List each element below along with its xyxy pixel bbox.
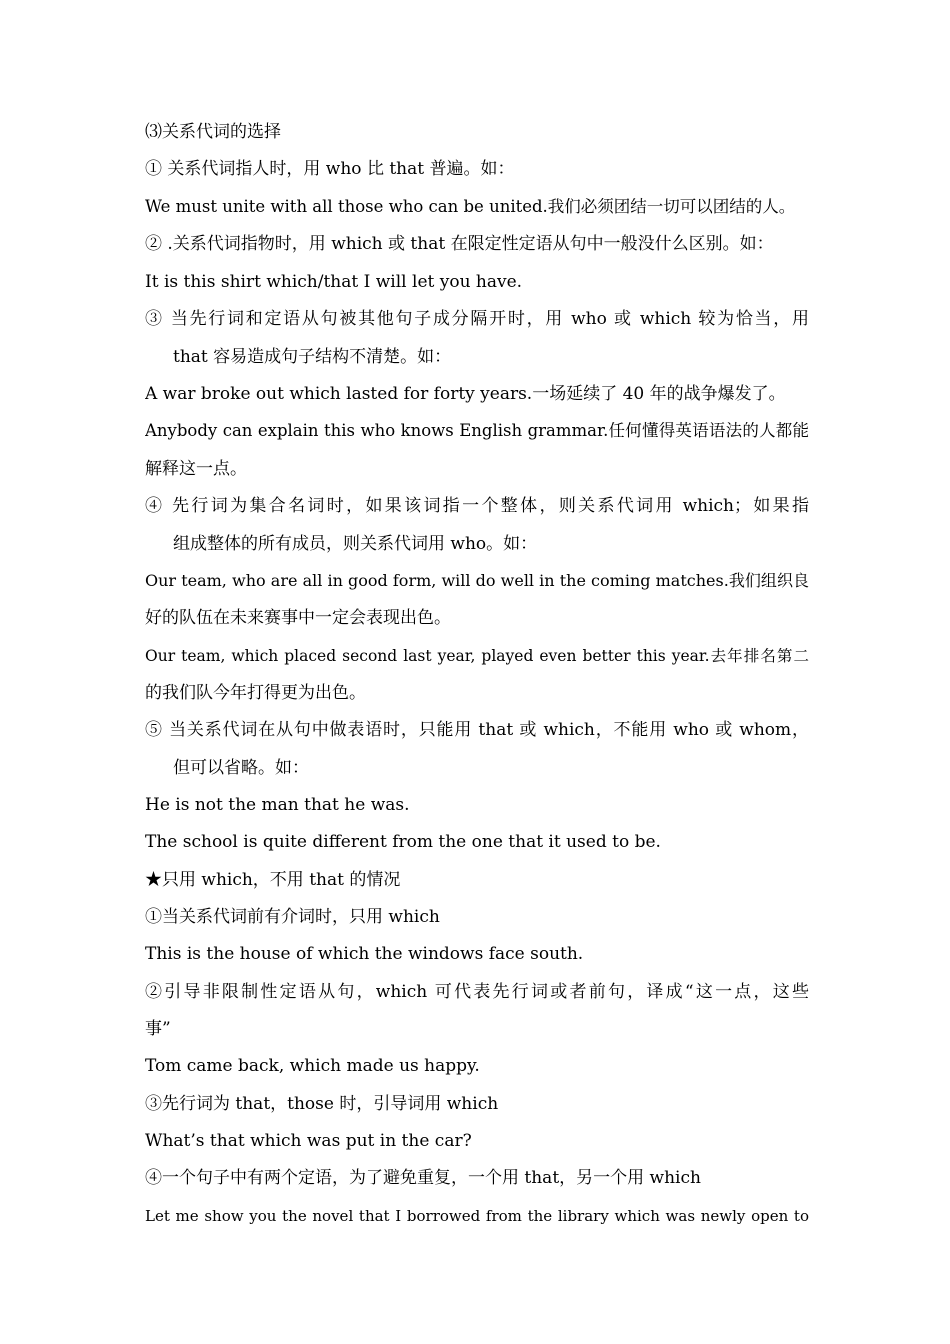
example-sentence: Tom came back, which made us happy. (145, 1056, 480, 1076)
example-sentence: What’s that which was put in the car? (145, 1131, 472, 1151)
rule-4: ④ 先行词为集合名词时，如果该词指一个整体，则关系代词用 which；如果指 (145, 496, 809, 516)
which-rule-2: ②引导非限制性定语从句，which 可代表先行词或者前句，译成“这一点，这些 (145, 982, 809, 1002)
rule-1: ① 关系代词指人时，用 who 比 that 普遍。如： (145, 159, 515, 179)
example-sentence: We must unite with all those who can be united.我们必须团结一切可以团结的人。 (145, 197, 796, 216)
example-sentence: Anybody can explain this who knows English grammar.任何懂得英语语法的人都能 (145, 421, 809, 440)
example-sentence-continued: 好的队伍在未来赛事中一定会表现出色。 (145, 608, 451, 628)
which-rule-1: ①当关系代词前有介词时，只用 which (145, 907, 440, 927)
which-rule-3: ③先行词为 that，those 时，引导词用 which (145, 1094, 499, 1114)
rule-4-continued: 组成整体的所有成员，则关系代词用 who。如： (173, 534, 538, 554)
example-sentence-continued: 的我们队今年打得更为出色。 (145, 683, 366, 703)
subsection-heading: ★只用 which，不用 that 的情况 (145, 870, 401, 890)
example-sentence: He is not the man that he was. (145, 795, 410, 815)
which-rule-4: ④一个句子中有两个定语，为了避免重复，一个用 that，另一个用 which (145, 1168, 701, 1188)
rule-5: ⑤ 当关系代词在从句中做表语时，只能用 that 或 which，不能用 who 或 whom， (145, 720, 809, 740)
example-sentence: A war broke out which lasted for forty years.一场延续了 40 年的战争爆发了。 (145, 384, 786, 404)
rule-3: ③ 当先行词和定语从句被其他句子成分隔开时，用 who 或 which 较为恰当，用 (145, 309, 809, 329)
which-rule-2-continued: 事” (145, 1019, 171, 1039)
example-sentence: It is this shirt which/that I will let you have. (145, 272, 523, 292)
example-sentence: The school is quite different from the one that it used to be. (145, 832, 661, 852)
rule-3-continued: that 容易造成句子结构不清楚。如： (173, 347, 452, 367)
example-sentence: Our team, who are all in good form, will do well in the coming matches.我们组织良 (145, 571, 809, 590)
example-sentence: Our team, which placed second last year, played even better this year.去年排名第二 (145, 647, 809, 665)
example-sentence: This is the house of which the windows face south. (145, 944, 584, 964)
example-sentence: Let me show you the novel that I borrowed from the library which was newly open to (145, 1207, 809, 1225)
section-heading: ⑶关系代词的选择 (145, 122, 281, 142)
example-sentence-continued: 解释这一点。 (145, 459, 247, 479)
rule-2: ② .关系代词指物时，用 which 或 that 在限定性定语从句中一般没什么区别。如： (145, 234, 774, 254)
rule-5-continued: 但可以省略。如： (173, 758, 309, 778)
